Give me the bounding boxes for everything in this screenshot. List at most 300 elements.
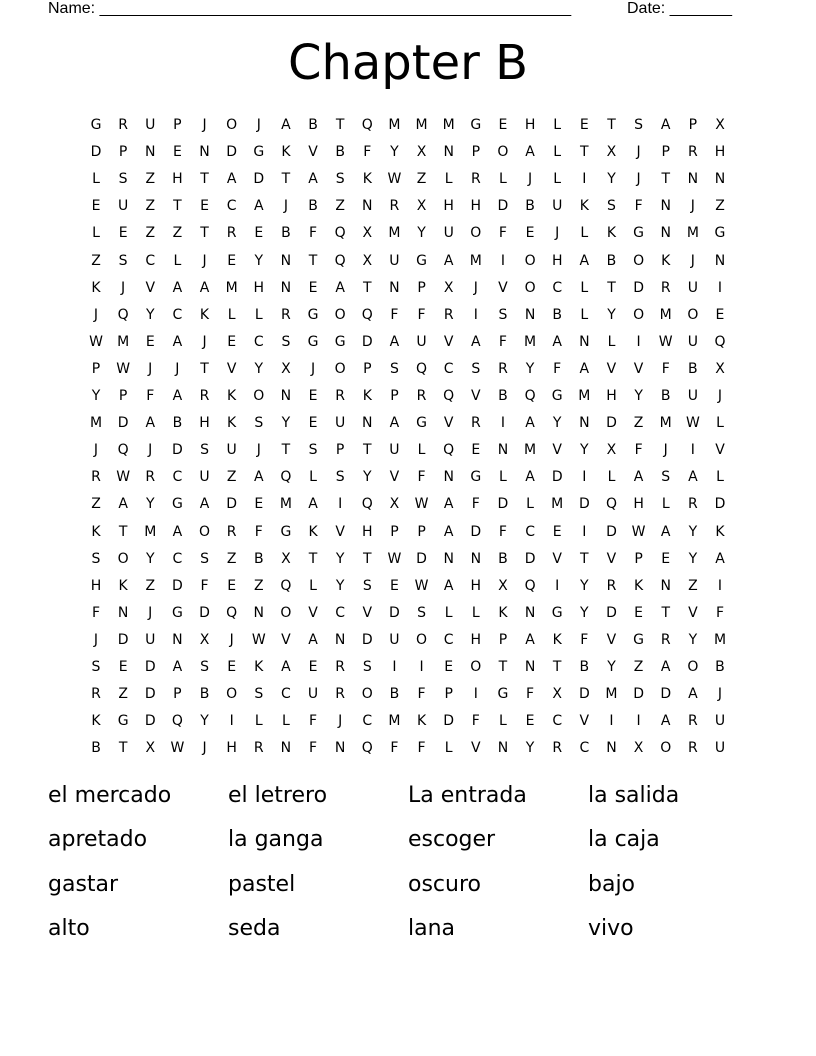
grid-letter: N [660,198,671,215]
grid-letter: Z [145,198,156,215]
grid-letter: N [606,740,617,757]
grid-letter: I [419,659,424,675]
grid-letter: S [471,360,481,377]
grid-letter: N [253,604,264,621]
grid-letter: S [607,198,616,215]
grid-letter: W [414,496,429,513]
grid-letter: O [497,144,509,161]
grid-letter: T [363,442,372,459]
word-list-item: La entrada [408,783,527,808]
grid-letter: X [362,225,373,242]
word-list-item: escoger [408,827,496,852]
grid-letter: D [633,279,644,296]
grid-letter: K [498,604,508,621]
grid-letter: Z [335,198,345,215]
grid-letter: X [389,496,400,513]
grid-letter: T [580,550,589,567]
grid-letter: D [660,686,672,703]
grid-letter: S [498,306,508,323]
grid-letter: U [226,442,237,459]
grid-letter: O [633,252,645,269]
grid-letter: W [251,631,266,648]
grid-letter: J [256,442,261,459]
grid-letter: Y [688,523,698,540]
grid-letter: G [90,117,102,133]
grid-letter: D [226,496,238,513]
grid-letter: I [717,577,723,594]
grid-letter: W [631,523,646,540]
grid-letter: T [308,252,318,269]
grid-letter: O [416,631,428,648]
grid-letter: J [717,388,723,404]
grid-letter: E [200,198,209,215]
grid-letter: B [498,388,508,404]
grid-letter: P [661,144,670,161]
grid-letter: J [690,198,695,215]
grid-letter: J [148,604,153,621]
grid-letter: S [661,469,671,486]
grid-letter: K [579,198,589,215]
grid-letter: W [414,577,429,594]
grid-letter: E [525,713,535,730]
grid-letter: Y [91,388,101,404]
grid-letter: Y [145,306,155,323]
grid-letter: G [497,686,509,703]
grid-letter: B [281,225,291,242]
grid-letter: S [634,117,644,133]
grid-letter: Y [417,225,426,242]
grid-letter: S [254,415,264,432]
grid-letter: P [417,279,426,296]
grid-letter: Q [605,496,617,513]
grid-letter: Y [281,415,291,432]
grid-letter: K [416,713,427,730]
grid-letter: U [118,198,129,215]
grid-letter: R [335,388,346,404]
grid-letter: M [659,415,672,432]
grid-letter: Y [145,496,155,513]
grid-letter: D [199,604,210,621]
grid-letter: I [473,306,478,323]
grid-letter: S [200,442,209,459]
grid-letter: O [226,686,238,703]
grid-letter: A [579,252,590,269]
grid-letter: C [525,523,535,540]
grid-letter: J [175,360,180,377]
grid-letter: I [582,469,587,486]
grid-letter: K [227,415,237,432]
grid-letter: V [308,144,318,161]
grid-letter: S [335,171,345,188]
grid-letter: A [660,523,671,540]
grid-letter: Z [226,469,237,486]
grid-letter: F [200,577,209,594]
grid-letter: V [606,550,617,567]
grid-letter: P [390,388,399,404]
grid-letter: J [93,631,99,648]
grid-letter: O [199,523,211,540]
grid-letter: R [199,388,210,404]
grid-letter: B [308,198,318,215]
grid-letter: V [471,388,481,404]
grid-letter: J [148,442,153,459]
grid-letter: M [415,117,428,133]
grid-letter: T [173,198,182,215]
grid-letter: A [281,659,291,675]
grid-letter: B [606,252,617,269]
grid-letter: B [579,659,590,675]
grid-letter: P [118,388,128,404]
grid-letter: F [146,388,155,404]
grid-letter: X [552,686,562,703]
grid-letter: Y [254,252,264,269]
grid-letter: Y [580,604,589,621]
grid-letter: M [89,415,103,432]
grid-letter: O [361,686,373,703]
grid-letter: K [606,225,617,242]
grid-letter: Q [361,306,373,323]
grid-letter: R [687,713,698,730]
grid-letter: A [145,415,156,432]
grid-letter: G [253,144,265,161]
grid-letter: L [607,333,616,350]
grid-letter: D [497,496,509,513]
grid-letter: A [172,388,183,404]
grid-letter: T [661,604,670,621]
grid-letter: J [663,442,668,459]
grid-letter: A [199,496,210,513]
grid-letter: I [338,496,343,513]
grid-letter: H [172,171,183,188]
grid-letter: V [579,713,590,730]
grid-letter: J [202,740,207,757]
grid-letter: D [606,523,617,540]
grid-letter: Y [607,171,616,188]
grid-letter: K [91,523,101,540]
grid-letter: X [633,740,644,757]
grid-letter: S [308,442,318,459]
grid-letter: O [280,604,292,621]
grid-letter: R [281,306,291,323]
grid-letter: E [498,117,508,133]
grid-letter: D [253,171,265,188]
grid-letter: Y [552,415,562,432]
grid-letter: Q [280,469,292,486]
grid-letter: C [443,631,454,648]
grid-letter: M [524,333,537,350]
grid-letter: F [390,306,399,323]
grid-letter: V [226,360,237,377]
grid-letter: Z [145,171,156,188]
grid-letter: V [362,604,373,621]
grid-letter: N [579,415,590,432]
grid-letter: C [226,198,237,215]
grid-letter: N [280,740,292,757]
grid-letter: J [473,279,478,296]
grid-letter: Z [226,550,237,567]
grid-letter: K [362,388,372,404]
grid-letter: C [172,306,183,323]
grid-letter: R [687,144,698,161]
grid-letter: Q [524,388,536,404]
grid-letter: V [389,469,400,486]
grid-letter: Q [361,117,373,133]
grid-letter: L [444,171,453,188]
grid-letter: V [308,604,318,621]
grid-letter: X [362,252,373,269]
grid-letter: W [387,171,402,188]
grid-letter: H [443,198,454,215]
grid-letter: R [552,740,563,757]
grid-letter: C [362,713,373,730]
grid-letter: N [334,631,346,648]
word-list-item: la salida [588,783,680,808]
grid-letter: H [524,117,536,133]
grid-letter: Z [416,171,427,188]
grid-letter: D [117,631,129,648]
grid-letter: V [633,360,644,377]
grid-letter: B [498,550,508,567]
grid-letter: S [118,252,128,269]
grid-letter: H [606,388,617,404]
grid-letter: X [416,144,427,161]
grid-letter: K [254,659,264,675]
grid-letter: D [361,333,373,350]
grid-letter: O [524,279,536,296]
grid-letter: Y [200,713,209,730]
grid-letter: G [551,388,563,404]
grid-letter: A [660,659,671,675]
grid-letter: M [388,225,401,242]
grid-letter: A [389,333,400,350]
grid-letter: D [633,686,644,703]
grid-letter: N [497,442,509,459]
grid-letter: L [417,442,426,459]
grid-letter: A [525,631,535,648]
grid-letter: Q [443,442,455,459]
grid-letter: T [118,740,128,757]
grid-letter: A [172,279,183,296]
grid-letter: R [226,225,237,242]
grid-letter: S [362,577,372,594]
grid-letter: I [500,415,505,432]
grid-letter: O [334,360,346,377]
grid-letter: A [660,117,671,133]
grid-letter: A [199,279,210,296]
grid-letter: Y [363,469,372,486]
grid-letter: I [392,659,397,675]
grid-letter: E [91,198,101,215]
grid-letter: A [443,577,454,594]
grid-letter: V [471,740,481,757]
grid-letter: Z [91,496,101,513]
grid-letter: S [335,469,345,486]
grid-letter: H [714,144,726,161]
grid-letter: O [687,306,699,323]
grid-letter: D [117,415,129,432]
grid-letter: P [688,117,698,133]
word-list-item: el mercado [48,783,172,808]
grid-letter: X [281,360,291,377]
grid-letter: L [92,171,100,188]
grid-letter: F [309,740,318,757]
grid-letter: V [335,523,345,540]
grid-letter: X [416,198,427,215]
grid-letter: O [470,225,482,242]
grid-letter: U [714,740,726,757]
grid-letter: V [688,604,698,621]
grid-letter: R [91,686,101,703]
grid-letter: G [307,306,319,323]
grid-letter: Y [525,360,535,377]
grid-letter: J [555,225,560,242]
grid-letter: E [661,550,671,567]
grid-letter: L [553,171,562,188]
grid-letter: U [687,279,698,296]
grid-letter: L [580,225,589,242]
grid-letter: F [471,496,480,513]
grid-letter: R [145,469,156,486]
grid-letter: T [552,659,562,675]
grid-letter: Y [145,550,155,567]
grid-letter: D [714,496,726,513]
grid-letter: X [443,279,454,296]
grid-letter: Z [633,415,644,432]
grid-letter: E [227,577,237,594]
grid-letter: T [607,279,616,296]
grid-letter: F [661,360,670,377]
grid-letter: B [660,388,671,404]
grid-letter: Z [172,225,183,242]
grid-letter: U [145,117,156,133]
grid-letter: F [417,306,426,323]
grid-letter: G [171,604,183,621]
grid-letter: N [443,550,454,567]
grid-letter: F [363,144,372,161]
grid-letter: A [253,469,264,486]
grid-letter: O [524,252,536,269]
grid-letter: W [685,415,700,432]
grid-letter: I [636,333,641,350]
grid-letter: F [417,686,426,703]
grid-letter: J [121,279,126,296]
grid-letter: H [253,279,265,296]
grid-letter: F [498,333,507,350]
grid-letter: X [606,144,617,161]
grid-letter: R [470,171,481,188]
grid-letter: Q [117,306,129,323]
grid-letter: L [309,577,317,594]
word-list-item: el letrero [228,783,328,808]
grid-letter: M [524,442,537,459]
grid-letter: V [715,442,725,459]
grid-letter: Z [91,252,101,269]
grid-letter: R [91,469,101,486]
grid-letter: A [172,333,183,350]
grid-letter: O [660,740,672,757]
word-list-item: bajo [588,872,636,897]
grid-letter: S [254,686,264,703]
grid-letter: C [172,550,183,567]
grid-letter: F [498,523,507,540]
grid-letter: A [308,496,318,513]
grid-letter: E [227,333,237,350]
grid-letter: P [498,631,508,648]
grid-letter: S [200,659,209,675]
grid-letter: D [144,686,156,703]
grid-letter: M [117,333,130,350]
grid-letter: Y [688,631,698,648]
grid-letter: Y [634,388,643,404]
grid-letter: V [606,360,617,377]
grid-letter: E [579,117,589,133]
grid-letter: D [606,604,617,621]
grid-letter: Q [416,360,428,377]
grid-letter: L [580,306,589,323]
grid-letter: A [172,523,183,540]
grid-letter: C [145,252,156,269]
grid-letter: P [173,686,182,703]
grid-letter: I [500,252,505,269]
grid-letter: K [362,171,372,188]
grid-letter: Z [145,577,156,594]
grid-letter: Z [715,198,725,215]
grid-letter: N [362,415,373,432]
grid-letter: N [443,469,454,486]
grid-letter: Q [334,252,346,269]
grid-letter: V [552,550,562,567]
grid-letter: J [93,306,99,323]
grid-letter: F [580,631,589,648]
grid-letter: L [661,496,670,513]
grid-letter: M [144,523,157,540]
grid-letter: N [524,306,536,323]
grid-letter: B [688,360,698,377]
grid-letter: L [444,740,453,757]
grid-letter: X [715,360,725,377]
grid-letter: N [280,252,292,269]
grid-letter: T [335,117,345,133]
grid-letter: N [497,740,509,757]
grid-letter: R [606,577,617,594]
grid-letter: R [660,631,671,648]
grid-letter: P [417,523,426,540]
grid-letter: A [443,252,454,269]
grid-letter: U [199,469,210,486]
grid-letter: J [310,360,316,377]
grid-letter: K [661,252,671,269]
grid-letter: Y [525,740,535,757]
grid-letter: W [170,740,185,757]
grid-letter: Z [633,659,644,675]
grid-letter: D [443,713,455,730]
grid-letter: S [91,550,101,567]
grid-letter: V [145,279,156,296]
grid-letter: Y [390,144,399,161]
grid-letter: T [118,523,128,540]
grid-letter: N [524,659,536,675]
grid-letter: A [308,171,318,188]
grid-letter: L [499,713,507,730]
grid-letter: E [227,252,237,269]
grid-letter: M [279,496,292,513]
grid-letter: T [580,144,589,161]
grid-letter: F [309,713,318,730]
grid-letter: N [714,252,726,269]
grid-letter: N [660,577,671,594]
grid-letter: B [91,740,101,757]
grid-letter: O [687,659,699,675]
